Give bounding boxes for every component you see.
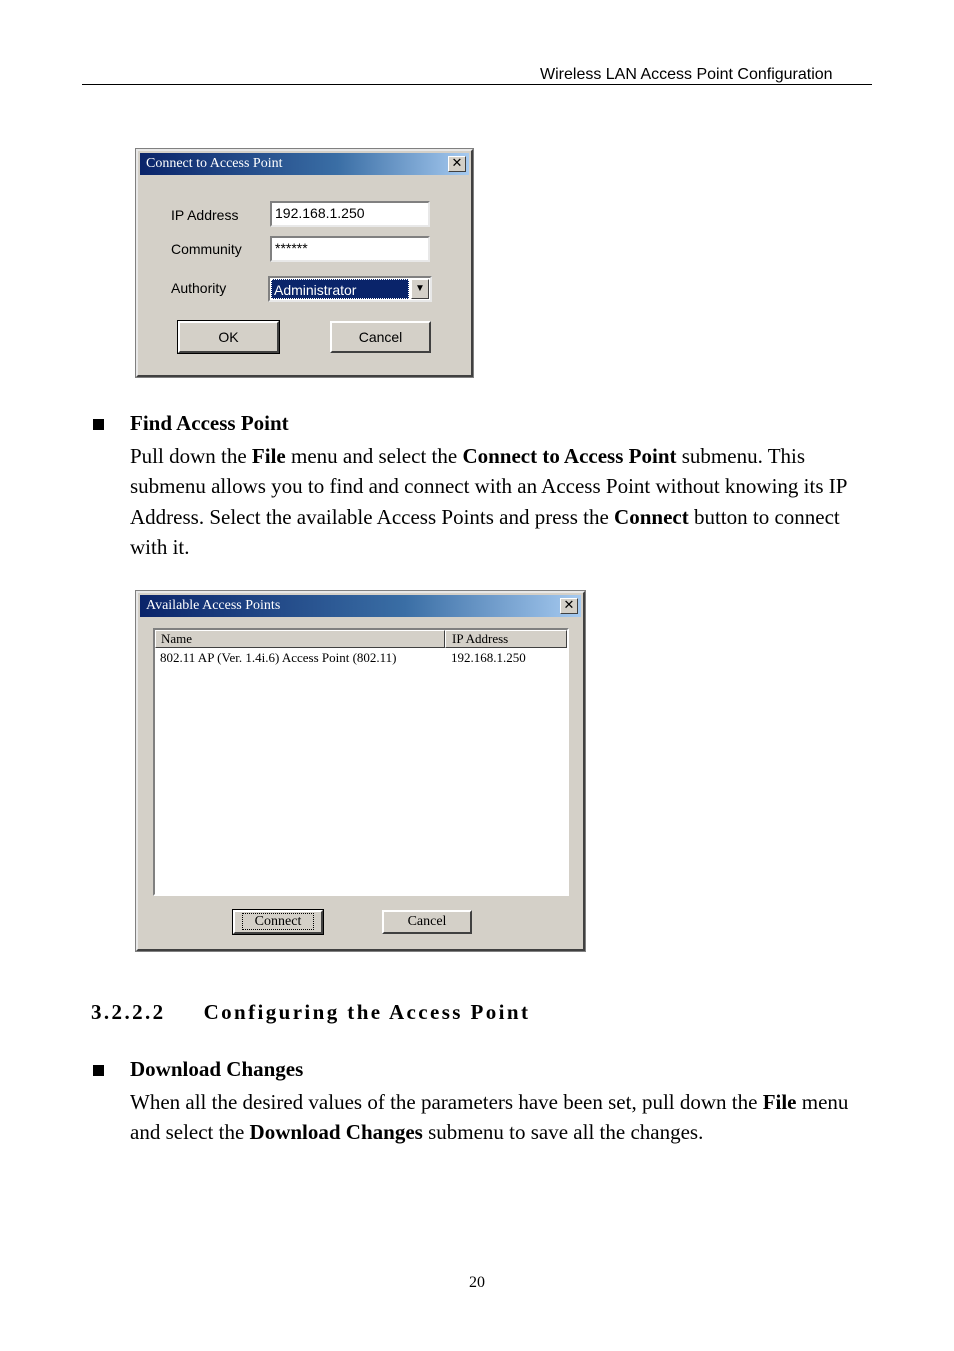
ip-address-label: IP Address bbox=[171, 207, 239, 223]
section-title: Configuring the Access Point bbox=[203, 1000, 531, 1024]
section-number: 3.2.2.2 bbox=[91, 1000, 166, 1024]
ap-list[interactable] bbox=[153, 628, 569, 896]
cancel-button[interactable]: Cancel bbox=[382, 910, 472, 934]
connect-button[interactable] bbox=[233, 910, 323, 934]
bullet-icon bbox=[93, 419, 104, 430]
list-header bbox=[155, 630, 567, 648]
ap-ip: 192.168.1.250 bbox=[451, 650, 526, 665]
download-changes-heading: Download Changes bbox=[130, 1057, 304, 1081]
community-label: Community bbox=[171, 241, 242, 257]
available-ap-dialog bbox=[136, 591, 585, 951]
ap-name: 802.11 AP (Ver. 1.4i.6) Access Point (802.11) bbox=[160, 650, 397, 665]
connect-dialog-title: Connect to Access Point bbox=[146, 156, 283, 171]
find-access-point-text: Pull down the File menu and select the Connect to Access Point submenu. This submenu allows you to find and connect with an Access Point without knowing its IP Address. Select the available Access Points and press the Connect button to connect with it. bbox=[130, 444, 847, 560]
close-icon[interactable]: ✕ bbox=[448, 156, 466, 172]
ok-button[interactable]: OK bbox=[178, 321, 279, 353]
section-heading bbox=[91, 1000, 530, 1025]
connect-dialog-titlebar bbox=[140, 153, 469, 175]
authority-selected-value: Administrator bbox=[271, 279, 409, 299]
list-item[interactable] bbox=[155, 649, 567, 667]
download-changes-text: When all the desired values of the parameters have been set, pull down the File menu and select the Download Changes submenu to save all the changes. bbox=[130, 1090, 849, 1145]
page-number: 20 bbox=[469, 1274, 485, 1291]
ip-address-input[interactable]: 192.168.1.250 bbox=[270, 201, 430, 227]
header-rule bbox=[82, 84, 872, 85]
close-icon[interactable]: ✕ bbox=[560, 598, 578, 614]
running-header: Wireless LAN Access Point Configuration bbox=[540, 66, 833, 83]
authority-label: Authority bbox=[171, 280, 227, 296]
chevron-down-icon[interactable]: ▼ bbox=[411, 279, 429, 299]
column-header-ip[interactable]: IP Address bbox=[445, 630, 567, 648]
connect-button-label: Connect bbox=[242, 913, 315, 930]
available-ap-titlebar bbox=[140, 595, 581, 617]
authority-select[interactable] bbox=[268, 276, 432, 302]
connect-dialog bbox=[136, 149, 473, 377]
available-ap-title: Available Access Points bbox=[146, 598, 281, 613]
find-access-point-heading: Find Access Point bbox=[130, 411, 289, 435]
cancel-button[interactable]: Cancel bbox=[330, 321, 431, 353]
bullet-icon bbox=[93, 1065, 104, 1076]
community-input[interactable]: ****** bbox=[270, 236, 430, 262]
column-header-name[interactable]: Name bbox=[155, 630, 445, 648]
